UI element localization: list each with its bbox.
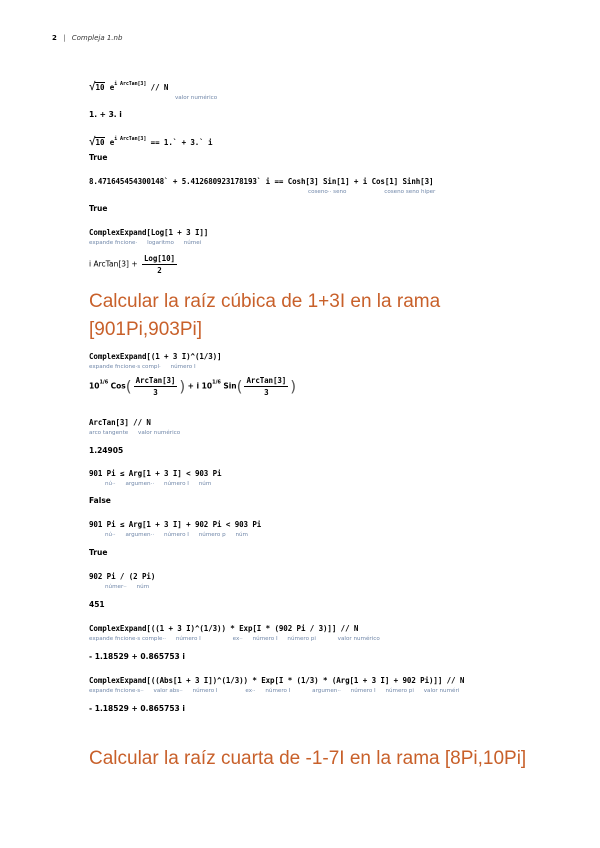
output-cell-7 xyxy=(89,496,111,505)
input-text: ComplexExpand[Log[1 + 3 I]] xyxy=(89,228,209,237)
hint: arco tangente xyxy=(89,430,129,436)
output-cell-10 xyxy=(89,652,185,661)
input-text: ComplexExpand[(1 + 3 I)^(1/3)] xyxy=(89,352,222,361)
output-text: - 1.18529 + 0.865753 i xyxy=(89,652,185,661)
output-text: - 1.18529 + 0.865753 i xyxy=(89,704,185,713)
output-text: True xyxy=(89,153,108,162)
input-cell-10[interactable] xyxy=(89,624,358,633)
numerator: ArcTan[3] xyxy=(246,376,287,385)
hint: número I xyxy=(163,481,189,487)
euler-e: e xyxy=(109,83,115,92)
section-title-1 xyxy=(89,288,440,344)
input-cell-7[interactable] xyxy=(89,469,221,478)
exponent: i ArcTan[3] xyxy=(114,136,147,142)
hint: coseno·· seno xyxy=(308,189,347,195)
hint-row-8 xyxy=(105,532,256,538)
input-cell-3[interactable] xyxy=(89,177,433,186)
hint: número I xyxy=(175,636,201,642)
hint: núm xyxy=(198,481,212,487)
hint: expande fncione·s compl· xyxy=(89,364,161,370)
cos-fn: Cos xyxy=(110,381,126,391)
hint: número pi xyxy=(287,636,316,642)
denominator: 3 xyxy=(153,388,158,397)
paren: ( xyxy=(236,377,243,396)
hint: logaritmo xyxy=(147,240,174,246)
input-cell-11[interactable] xyxy=(89,676,464,685)
output-text: False xyxy=(89,496,111,505)
header-separator: | xyxy=(63,34,66,42)
input-text: 901 Pi ≤ Arg[1 + 3 I] < 903 Pi xyxy=(89,469,222,478)
hint: númer·· xyxy=(105,584,127,590)
numerator: Log[10] xyxy=(144,254,175,263)
output-cell-8 xyxy=(89,548,107,557)
hint: valor numérico xyxy=(337,636,380,642)
hint: ex·· xyxy=(245,688,256,694)
output-cell-1 xyxy=(89,110,122,119)
input-cell-2[interactable] xyxy=(89,135,212,148)
output-text: 451 xyxy=(89,600,105,609)
page-number: 2 xyxy=(52,34,57,42)
hint: número pi xyxy=(385,688,414,694)
hint-row-11 xyxy=(89,688,467,694)
hint: argumen·· xyxy=(125,532,155,538)
superscript: 1/6 xyxy=(212,379,221,386)
input-cell-6[interactable] xyxy=(89,418,151,427)
input-cell-1[interactable] xyxy=(89,80,168,93)
output-text: True xyxy=(89,204,108,213)
input-cell-9[interactable] xyxy=(89,572,155,581)
sqrt-sign: √ xyxy=(89,135,96,148)
hint-row-10 xyxy=(89,636,388,642)
sqrt-radicand: 10 xyxy=(95,138,105,147)
input-text: 8.471645454300148` + 5.412680923178193` i == Cosh[3] Sin[1] + i Cos[1] Sinh[3] xyxy=(89,177,434,186)
hint: número I xyxy=(192,688,218,694)
hint: valor abs·· xyxy=(153,688,183,694)
hint: argumen·· xyxy=(312,688,341,694)
denominator: 2 xyxy=(157,266,162,275)
fraction xyxy=(142,254,177,275)
hint: nú·· xyxy=(105,481,116,487)
sin-fn: Sin xyxy=(223,381,237,391)
hint: númei xyxy=(183,240,202,246)
input-text: 902 Pi / (2 Pi) xyxy=(89,572,156,581)
output-text: True xyxy=(89,548,108,557)
input-cell-8[interactable] xyxy=(89,520,261,529)
output-cell-2 xyxy=(89,153,107,162)
hint: número I xyxy=(170,364,196,370)
sqrt-sign: √ xyxy=(89,80,96,93)
output-cell-3 xyxy=(89,204,107,213)
output-cell-6 xyxy=(89,446,123,455)
hint: número I xyxy=(265,688,291,694)
output-cell-9 xyxy=(89,600,105,609)
hint: núm xyxy=(235,532,248,538)
input-text: ComplexExpand[((Abs[1 + 3 I])^(1/3)) * Exp[I * (1/3) * (Arg[1 + 3 I] + 902 Pi)]] // N xyxy=(89,676,465,685)
hint-row-7 xyxy=(105,481,219,487)
section-title-line: [901Pi,903Pi] xyxy=(89,319,203,340)
hint: ex·· xyxy=(232,636,243,642)
hint: valor numérico xyxy=(138,430,181,436)
fraction xyxy=(244,376,288,397)
fraction xyxy=(134,376,178,397)
postfix: == 1.` + 3.` i xyxy=(150,138,213,147)
hint-row-5 xyxy=(89,364,204,370)
hint: número I xyxy=(252,636,278,642)
exponent: i ArcTan[3] xyxy=(114,81,147,87)
page-header xyxy=(52,34,122,42)
section-title-2 xyxy=(89,745,526,773)
hint: número p xyxy=(198,532,226,538)
hint: valor numérico xyxy=(175,95,218,101)
paren: ) xyxy=(290,377,297,396)
sqrt-radicand: 10 xyxy=(95,83,105,92)
input-text: ComplexExpand[((1 + 3 I)^(1/3)) * Exp[I * (902 Pi / 3)]] // N xyxy=(89,624,359,633)
hint: valor numéri xyxy=(423,688,460,694)
hint: expande fncione·s·· xyxy=(89,688,144,694)
hint-row-6 xyxy=(89,430,188,436)
input-cell-5[interactable] xyxy=(89,352,221,361)
hint: coseno seno hiper xyxy=(384,189,436,195)
input-text: ArcTan[3] // N xyxy=(89,418,151,427)
output-cell-11 xyxy=(89,704,185,713)
euler-e: e xyxy=(109,138,115,147)
base-10: 10 xyxy=(89,381,100,391)
hint: número I xyxy=(350,688,376,694)
paren: ( xyxy=(125,377,132,396)
file-name: Compleja 1.nb xyxy=(71,34,123,42)
denominator: 3 xyxy=(264,388,269,397)
output-cell-5 xyxy=(89,376,296,397)
mid-term: + i 10 xyxy=(187,381,213,391)
output-text: 1. + 3. i xyxy=(89,110,122,119)
hint: expande fncione·s comple·· xyxy=(89,636,167,642)
section-title-line: Calcular la raíz cúbica de 1+3I en la rama xyxy=(89,291,441,312)
output-text: 1.24905 xyxy=(89,446,124,455)
hint-row-1 xyxy=(175,95,225,101)
hint: nú·· xyxy=(105,532,116,538)
superscript: 1/6 xyxy=(99,379,109,386)
input-cell-4[interactable] xyxy=(89,228,208,237)
output-left: i ArcTan[3] + xyxy=(89,259,138,269)
numerator: ArcTan[3] xyxy=(135,376,176,385)
hint: número I xyxy=(163,532,189,538)
input-text: 901 Pi ≤ Arg[1 + 3 I] + 902 Pi < 903 Pi xyxy=(89,520,262,529)
paren: ) xyxy=(179,377,186,396)
hint: expande fncione· xyxy=(89,240,138,246)
hint-row-4 xyxy=(89,240,209,246)
output-cell-4 xyxy=(89,254,179,275)
hint: núm xyxy=(136,584,150,590)
hint-row-9 xyxy=(105,584,157,590)
hint-row-3 xyxy=(308,189,443,195)
section-title-line: Calcular la raíz cuarta de -1-7I en la rama [8Pi,10Pi] xyxy=(89,748,527,769)
hint: argumen·· xyxy=(125,481,155,487)
postfix: // N xyxy=(150,83,169,92)
